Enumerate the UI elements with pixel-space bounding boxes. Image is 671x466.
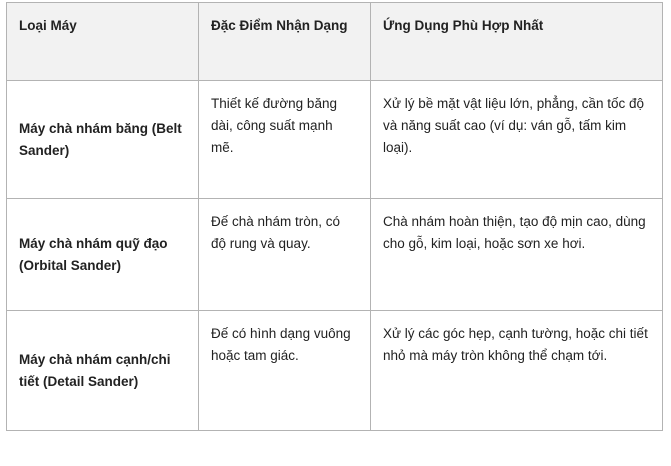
cell-machine-type: Máy chà nhám băng (Belt Sander) [7,81,199,199]
table-row [7,199,663,311]
cell-identifying-features: Đế chà nhám tròn, có độ rung và quay. [199,199,371,311]
cell-identifying-features: Đế có hình dạng vuông hoặc tam giác. [199,311,371,431]
table-body [7,81,663,431]
sander-comparison-table [6,2,663,431]
table-row [7,81,663,199]
table-header [7,3,663,81]
cell-machine-type: Máy chà nhám quỹ đạo (Orbital Sander) [7,199,199,311]
column-header-identifying-features: Đặc Điểm Nhận Dạng [199,3,371,81]
cell-best-application: Xử lý bề mặt vật liệu lớn, phẳng, cần tốc độ và năng suất cao (ví dụ: ván gỗ, tấm kim loại). [371,81,663,199]
column-header-machine-type: Loại Máy [7,3,199,81]
cell-best-application: Chà nhám hoàn thiện, tạo độ mịn cao, dùng cho gỗ, kim loại, hoặc sơn xe hơi. [371,199,663,311]
cell-machine-type: Máy chà nhám cạnh/chi tiết (Detail Sander) [7,311,199,431]
cell-best-application: Xử lý các góc hẹp, cạnh tường, hoặc chi tiết nhỏ mà máy tròn không thể chạm tới. [371,311,663,431]
cell-identifying-features: Thiết kế đường băng dài, công suất mạnh mẽ. [199,81,371,199]
table-row [7,311,663,431]
column-header-best-application: Ứng Dụng Phù Hợp Nhất [371,3,663,81]
table-header-row [7,3,663,81]
